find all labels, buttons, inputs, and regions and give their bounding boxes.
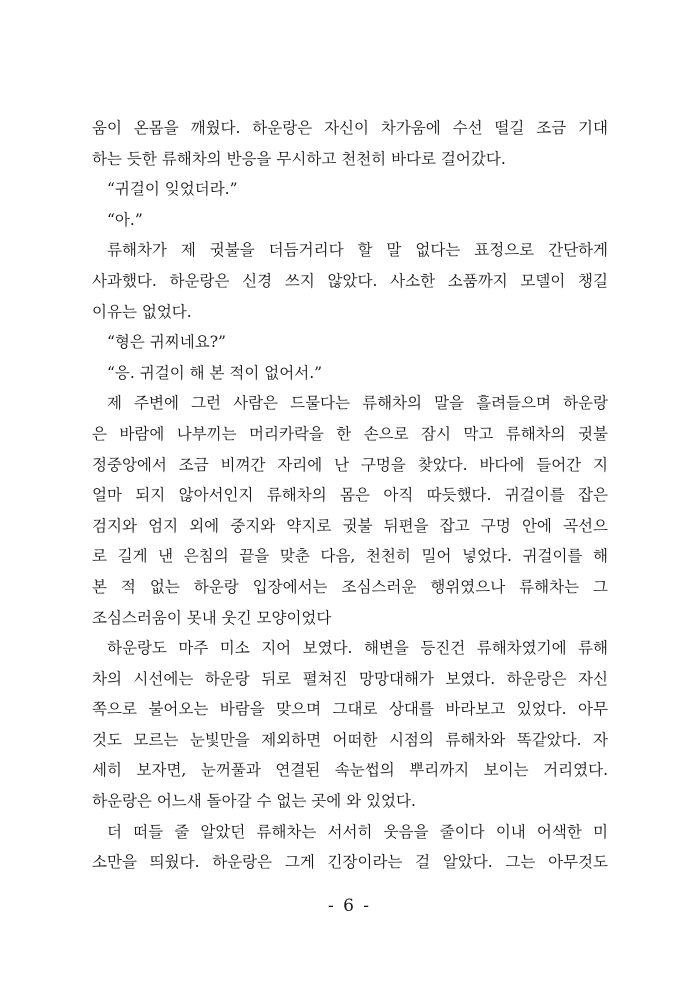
text-line: “형은 귀찌네요?” — [107, 333, 226, 352]
text-line: “응. 귀걸이 해 본 적이 없어서.” — [107, 363, 323, 382]
text-line: 사과했다. 하운랑은 신경 쓰지 않았다. 사소한 소품까지 모델이 챙길 — [92, 271, 608, 290]
page-body-text — [92, 113, 608, 878]
page-number: - 6 - — [327, 896, 372, 916]
text-line: 류해차가 제 귓불을 더듬거리다 할 말 없다는 표정으로 간단하게 — [107, 241, 608, 260]
text-line: 제 주변에 그런 사람은 드물다는 류해차의 말을 흘려들으며 하운랑 — [107, 394, 608, 413]
text-line: 조심스러움이 못내 웃긴 모양이었다 — [92, 608, 332, 627]
text-line: “귀걸이 잊었더라.” — [107, 180, 238, 199]
text-line: “아.” — [107, 210, 143, 229]
text-line: 검지와 엄지 외에 중지와 약지로 귓불 뒤편을 잡고 구멍 안에 곡선으 — [92, 516, 608, 535]
text-line: 차의 시선에는 하운랑 뒤로 펼쳐진 망망대해가 보였다. 하운랑은 자신 — [92, 669, 608, 688]
text-line: 본 적 없는 하운랑 입장에서는 조심스러운 행위였으나 류해차는 그 — [92, 577, 608, 596]
text-line: 은 바람에 나부끼는 머리카락을 한 손으로 잠시 막고 류해차의 귓불 — [92, 424, 608, 443]
text-line: 로 길게 낸 은침의 끝을 맞춘 다음, 천천히 밀어 넣었다. 귀걸이를 해 — [92, 547, 608, 566]
text-line: 얼마 되지 않아서인지 류해차의 몸은 아직 따듯했다. 귀걸이를 잡은 — [92, 486, 608, 505]
text-line: 이유는 없었다. — [92, 302, 192, 321]
text-line: 것도 모르는 눈빛만을 제외하면 어떠한 시점의 류해차와 똑같았다. 자 — [92, 730, 608, 749]
text-line: 쪽으로 불어오는 바람을 맞으며 그대로 상대를 바라보고 있었다. 아무 — [92, 700, 608, 719]
text-line: 하는 듯한 류해차의 반응을 무시하고 천천히 바다로 걸어갔다. — [92, 149, 506, 168]
text-line: 세히 보자면, 눈꺼풀과 연결된 속눈썹의 뿌리까지 보이는 거리였다. — [92, 761, 608, 780]
text-line: 정중앙에서 조금 비껴간 자리에 난 구멍을 찾았다. 바다에 들어간 지 — [92, 455, 608, 474]
text-line: 움이 온몸을 깨웠다. 하운랑은 자신이 차가움에 수선 떨길 조금 기대 — [92, 119, 608, 137]
text-line: 소만을 띄웠다. 하운랑은 그게 긴장이라는 걸 알았다. 그는 아무것도 — [92, 853, 608, 872]
text-line: 하운랑도 마주 미소 지어 보였다. 해변을 등진건 류해차였기에 류해 — [107, 639, 608, 658]
text-line: 더 떠들 줄 알았던 류해차는 서서히 웃음을 줄이다 이내 어색한 미 — [107, 822, 608, 841]
text-line: 하운랑은 어느새 돌아갈 수 없는 곳에 와 있었다. — [92, 792, 416, 811]
